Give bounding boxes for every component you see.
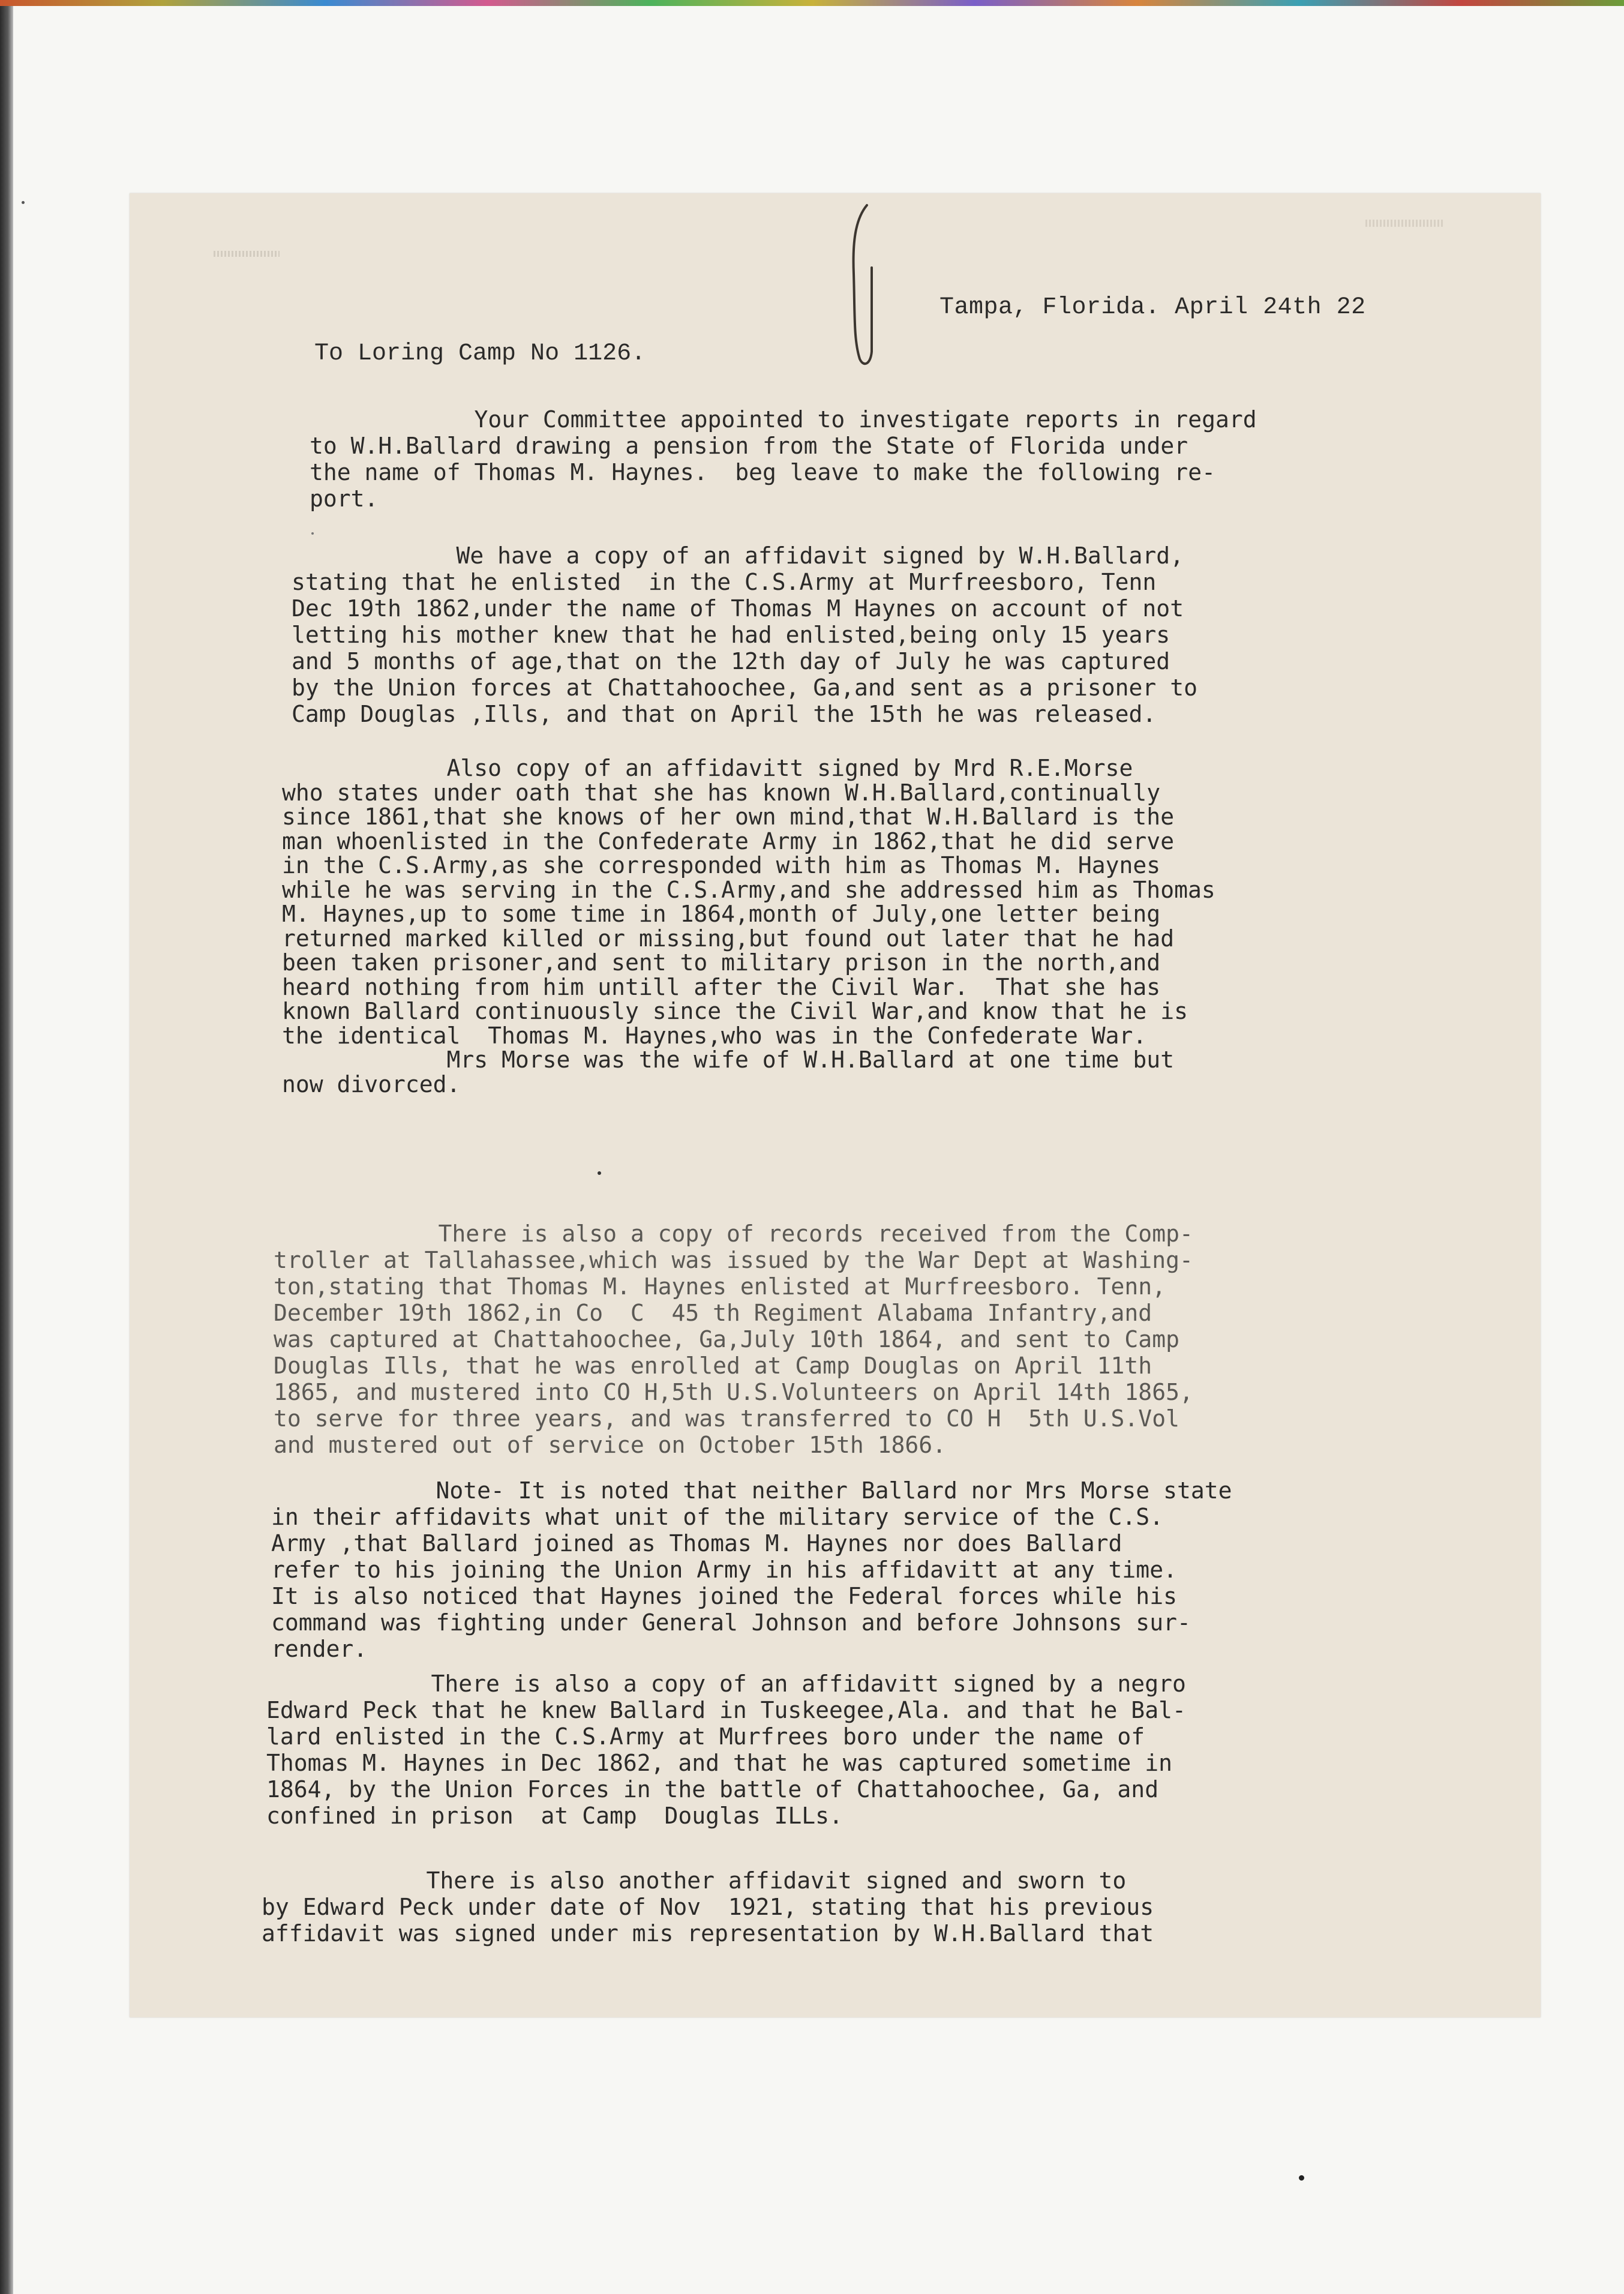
paragraph-peck-affidavit: There is also a copy of an affidavitt signed by a negro Edward Peck that he knew Ballard in Tuskeegee,Ala. and that he Bal- lard enlisted in the C.S.Army at Murfrees boro under the name of Thomas M. Haynes in Dec 1862, and that he was captured sometime in 1864, by the Union Forces in the battle of Chattahoochee, Ga, and confined in prison at Camp Douglas ILLs. <box>266 1671 1186 1829</box>
paragraph-morse-affidavit: Also copy of an affidavitt signed by Mrd R.E.Morse who states under oath that she has known W.H.Ballard,continually since 1861,that she knows of her own mind,that W.H.Ballard is the man whoenlisted in the Confederate Army in 1862,that he did serve in the C.S.Army,as she corresponded with him as Thomas M. Haynes while he was serving in the C.S.Army,and she addressed him as Thomas M. Haynes,up to some time in 1864,month of July,one letter being returned marked killed or missing,but found out later that he had been taken prisoner,and sent to military prison in the north,and heard nothing from him untill after the Civil War. That she has known Ballard continuously since the Civil War,and know that he is the identical Thomas M. Haynes,who was in the Confederate War. Mrs Morse was the wife of W.H.Ballard at one time but now divorced. <box>282 755 1215 1097</box>
perforation-mark-right <box>1365 220 1443 227</box>
paragraph-second-peck-affidavit: There is also another affidavit signed and sworn to by Edward Peck under date of Nov 1921, stating that his previous affidavit was signed under mis representation by W.H.Ballard that <box>262 1867 1154 1947</box>
pencil-page-number-mark <box>848 202 875 370</box>
scan-color-strip <box>0 0 1624 6</box>
paragraph-note: Note- It is noted that neither Ballard nor Mrs Morse state in their affidavits what unit of the military service of the C.S. Army ,that Ballard joined as Thomas M. Haynes nor does Ballard refer to his joining the Union Army in his affidavitt at any time. It is also noticed that Haynes joined the Federal forces while his command was fighting under General Johnson and before Johnsons sur- render. <box>271 1477 1232 1662</box>
scan-speck-lower <box>1299 2175 1304 2181</box>
place-and-date-line: Tampa, Florida. April 24th 22 <box>939 294 1366 321</box>
salutation-line: To Loring Camp No 1126. <box>314 340 646 367</box>
ink-speck <box>311 532 314 535</box>
paragraph-war-department-records: There is also a copy of records received from the Comp- troller at Tallahassee,which was issued by the War Dept at Washing- ton,stating that Thomas M. Haynes enlisted at Murfreesboro. Tenn, December 19th 1862,in Co C 45 th Regiment Alabama Infantry,and was captured at Chattahoochee, Ga,July 10th 1864, and sent to Camp Douglas Ills, that he was enrolled at Camp Douglas on April 11th 1865, and mustered into CO H,5th U.S.Volunteers on April 14th 1865, to serve for three years, and was transferred to CO H 5th U.S.Vol and mustered out of service on October 15th 1866. <box>274 1221 1193 1458</box>
scan-speck <box>22 201 25 204</box>
scanner-edge-shadow <box>0 6 13 2294</box>
perforation-mark-left <box>214 251 280 257</box>
ink-dot <box>598 1171 601 1175</box>
paragraph-ballard-affidavit: We have a copy of an affidavit signed by W.H.Ballard, stating that he enlisted in the C.S.Army at Murfreesboro, Tenn Dec 19th 1862,under the name of Thomas M Haynes on account of not letting his mother knew that he had enlisted,being only 15 years and 5 months of age,that on the 12th day of July he was captured by the Union forces at Chattahoochee, Ga,and sent as a prisoner to Camp Douglas ,Ills, and that on April the 15th he was released. <box>292 542 1197 727</box>
typed-letter-page <box>130 193 1541 2017</box>
paragraph-committee-report: Your Committee appointed to investigate reports in regard to W.H.Ballard drawing a pension from the State of Florida under the name of Thomas M. Haynes. beg leave to make the following re- port. <box>310 406 1257 512</box>
